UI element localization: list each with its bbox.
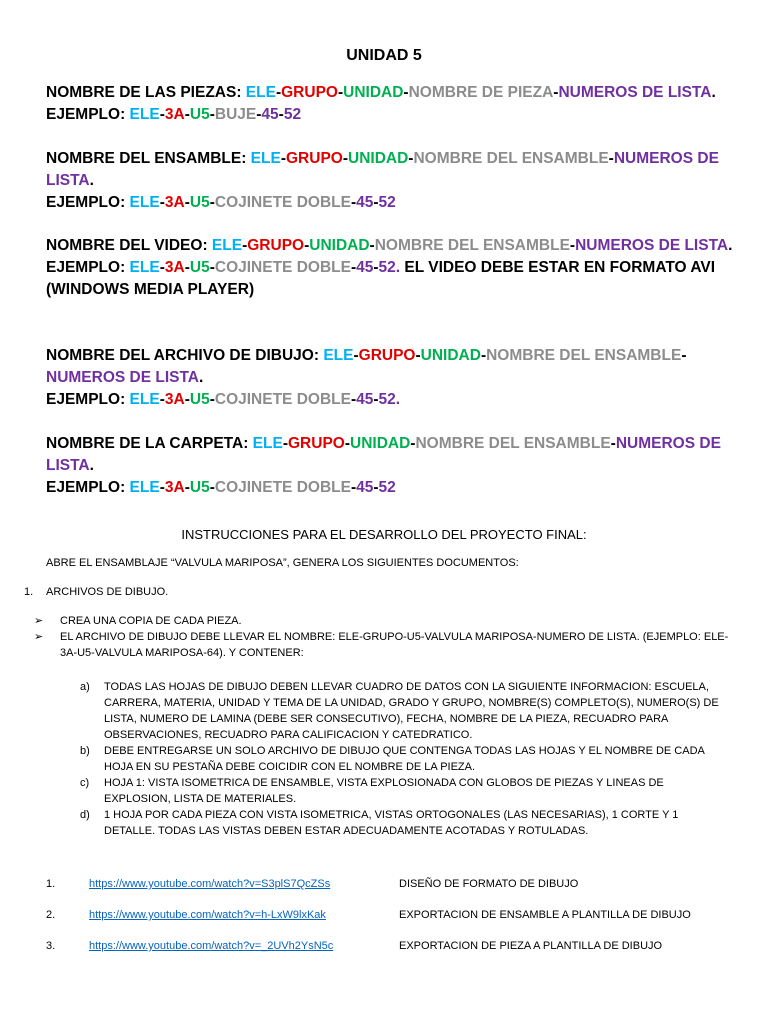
lista-token: 45 bbox=[356, 259, 374, 276]
grupo-token: GRUPO bbox=[288, 435, 345, 452]
nombre-token: NOMBRE DEL ENSAMBLE bbox=[486, 347, 682, 364]
naming-example: EJEMPLO: ELE-3A-U5-COJINETE DOBLE-45-52. EL VIDEO DEBE ESTAR EN FORMATO AVI (WINDOWS MEDIA PLAYER) bbox=[46, 259, 716, 298]
arrow-bullet-icon: ➢ bbox=[34, 615, 44, 627]
example-label: EJEMPLO: bbox=[46, 391, 130, 408]
video-links-list bbox=[46, 878, 746, 971]
link-description: EXPORTACION DE PIEZA A PLANTILLA DE DIBUJO bbox=[399, 940, 663, 952]
grupo-token: GRUPO bbox=[286, 150, 343, 167]
period: . bbox=[89, 457, 94, 474]
nombre-token: NOMBRE DEL ENSAMBLE bbox=[413, 150, 609, 167]
sub-text: TODAS LAS HOJAS DE DIBUJO DEBEN LLEVAR CUADRO DE DATOS CON LA SIGUIENTE INFORMACION: ESCUELA, CARRERA, MATERIA, UNIDAD Y TEMA DE LA UNIDAD, GRADO Y GRUPO, NOMBRE(S) COMPLETO(S), NUMERO(S) DE LISTA, NUMERO DE LAMINA (DEBE SER CONSECUTIVO), FECHA, NOMBRE DE LA PIEZA, RECUADRO PARA OBSERVACIONES, RECUADRO PARA CALIFICACION Y CATEDRATICO. bbox=[104, 681, 719, 741]
unidad-token: U5 bbox=[189, 259, 210, 276]
lista-token: 52. bbox=[378, 391, 401, 408]
nombre-token: COJINETE DOBLE bbox=[214, 479, 351, 496]
rule-label: NOMBRE DE LA CARPETA: bbox=[46, 435, 253, 452]
link-row bbox=[46, 909, 746, 940]
sub-letter: a) bbox=[80, 681, 90, 693]
naming-video bbox=[46, 235, 736, 301]
unidad-token: UNIDAD bbox=[420, 347, 481, 364]
sub-letter: b) bbox=[80, 745, 90, 757]
naming-rule: NOMBRE DEL ARCHIVO DE DIBUJO: ELE-GRUPO-UNIDAD-NOMBRE DEL ENSAMBLE-NUMEROS DE LISTA. bbox=[46, 347, 687, 386]
nombre-token: NOMBRE DE PIEZA bbox=[408, 84, 554, 101]
naming-example: EJEMPLO: ELE-3A-U5-BUJE-45-52 bbox=[46, 106, 302, 123]
naming-dibujo bbox=[46, 345, 736, 411]
naming-rule: NOMBRE DEL VIDEO: ELE-GRUPO-UNIDAD-NOMBRE DEL ENSAMBLE-NUMEROS DE LISTA. bbox=[46, 237, 733, 254]
rule-label: NOMBRE DE LAS PIEZAS: bbox=[46, 84, 246, 101]
grupo-token: 3A bbox=[164, 479, 185, 496]
sub-text: HOJA 1: VISTA ISOMETRICA DE ENSAMBLE, VISTA EXPLOSIONADA CON GLOBOS DE PIEZAS Y LINEAS DE EXPLOSION, LISTA DE MATERIALES. bbox=[104, 777, 664, 805]
instructions-intro: ABRE EL ENSAMBLAJE “VALVULA MARIPOSA”, GENERA LOS SIGUIENTES DOCUMENTOS: bbox=[46, 557, 519, 569]
grupo-token: GRUPO bbox=[281, 84, 338, 101]
ele-token: ELE bbox=[252, 435, 283, 452]
lista-token: 45 bbox=[356, 391, 374, 408]
lista-token: 52 bbox=[283, 106, 302, 123]
sub-letter: d) bbox=[80, 809, 90, 821]
sub-text: DEBE ENTREGARSE UN SOLO ARCHIVO DE DIBUJO QUE CONTENGA TODAS LAS HOJAS Y EL NOMBRE DE CADA HOJA EN SU PESTAÑA DEBE COICIDIR CON EL NOMBRE DE LA PIEZA. bbox=[104, 745, 705, 773]
naming-example: EJEMPLO: ELE-3A-U5-COJINETE DOBLE-45-52 bbox=[46, 194, 396, 211]
video-format-note: EL VIDEO DEBE ESTAR EN FORMATO AVI (WINDOWS MEDIA PLAYER) bbox=[46, 259, 716, 298]
ele-token: ELE bbox=[129, 106, 160, 123]
example-label: EJEMPLO: bbox=[46, 106, 130, 123]
item-text: ARCHIVOS DE DIBUJO. bbox=[46, 586, 169, 598]
ele-token: ELE bbox=[250, 150, 281, 167]
bullet-text: EL ARCHIVO DE DIBUJO DEBE LLEVAR EL NOMBRE: ELE-GRUPO-U5-VALVULA MARIPOSA-NUMERO DE LISTA. (EJEMPLO: ELE-3A-U5-VALVULA MARIPOSA-64). Y CONTENER: bbox=[60, 631, 729, 659]
lista-token: 52 bbox=[378, 479, 396, 496]
unidad-token: U5 bbox=[189, 194, 210, 211]
nombre-token: COJINETE DOBLE bbox=[214, 259, 351, 276]
bullet-item bbox=[34, 613, 734, 629]
sub-item bbox=[80, 775, 730, 807]
ele-token: ELE bbox=[245, 84, 276, 101]
page-title: UNIDAD 5 bbox=[346, 47, 422, 64]
example-label: EJEMPLO: bbox=[46, 479, 130, 496]
naming-example: EJEMPLO: ELE-3A-U5-COJINETE DOBLE-45-52 bbox=[46, 479, 396, 496]
lista-token: NUMEROS DE LISTA bbox=[558, 84, 712, 101]
nombre-token: NOMBRE DEL ENSAMBLE bbox=[374, 237, 570, 254]
sub-item bbox=[80, 743, 730, 775]
arrow-bullet-icon: ➢ bbox=[34, 631, 44, 643]
unidad-token: UNIDAD bbox=[348, 150, 409, 167]
ele-token: ELE bbox=[129, 194, 160, 211]
period: . bbox=[728, 237, 733, 254]
example-label: EJEMPLO: bbox=[46, 259, 130, 276]
period: . bbox=[89, 172, 94, 189]
lista-token: NUMEROS DE LISTA bbox=[46, 435, 721, 474]
sub-item bbox=[80, 679, 730, 743]
sub-letter: c) bbox=[80, 777, 90, 789]
nombre-token: BUJE bbox=[214, 106, 257, 123]
ele-token: ELE bbox=[129, 391, 160, 408]
grupo-token: 3A bbox=[164, 194, 185, 211]
link-number: 2. bbox=[46, 909, 56, 921]
youtube-link[interactable]: https://www.youtube.com/watch?v=h-LxW9lxKak bbox=[89, 909, 326, 921]
grupo-token: GRUPO bbox=[358, 347, 416, 364]
naming-piezas bbox=[46, 82, 736, 126]
unidad-token: UNIDAD bbox=[309, 237, 370, 254]
naming-example: EJEMPLO: ELE-3A-U5-COJINETE DOBLE-45-52. bbox=[46, 391, 401, 408]
lista-token: 52 bbox=[378, 194, 396, 211]
naming-carpeta bbox=[46, 433, 736, 499]
rule-label: NOMBRE DEL ARCHIVO DE DIBUJO: bbox=[46, 347, 324, 364]
period: . bbox=[199, 369, 204, 386]
youtube-link[interactable]: https://www.youtube.com/watch?v=_2UVh2YsN5c bbox=[89, 940, 334, 952]
lista-token: 52. bbox=[378, 259, 401, 276]
naming-rule: NOMBRE DE LA CARPETA: ELE-GRUPO-UNIDAD-NOMBRE DEL ENSAMBLE-NUMEROS DE LISTA. bbox=[46, 435, 721, 474]
naming-ensamble bbox=[46, 148, 736, 214]
nombre-token: COJINETE DOBLE bbox=[214, 391, 351, 408]
unidad-token: UNIDAD bbox=[343, 84, 404, 101]
period: . bbox=[711, 84, 716, 101]
lista-token: NUMEROS DE LISTA bbox=[575, 237, 729, 254]
ele-token: ELE bbox=[211, 237, 243, 254]
example-label: EJEMPLO: bbox=[46, 194, 130, 211]
sub-item bbox=[80, 807, 730, 839]
grupo-token: 3A bbox=[164, 106, 185, 123]
bullet-list bbox=[34, 613, 734, 661]
link-row bbox=[46, 940, 746, 971]
rule-label: NOMBRE DEL ENSAMBLE: bbox=[46, 150, 251, 167]
ele-token: ELE bbox=[129, 259, 160, 276]
naming-rule: NOMBRE DE LAS PIEZAS: ELE-GRUPO-UNIDAD-NOMBRE DE PIEZA-NUMEROS DE LISTA. bbox=[46, 84, 716, 101]
naming-rule: NOMBRE DEL ENSAMBLE: ELE-GRUPO-UNIDAD-NOMBRE DEL ENSAMBLE-NUMEROS DE LISTA. bbox=[46, 150, 719, 189]
lista-token: NUMEROS DE LISTA bbox=[46, 369, 199, 386]
unidad-token: U5 bbox=[189, 106, 210, 123]
nombre-token: COJINETE DOBLE bbox=[214, 194, 351, 211]
ele-token: ELE bbox=[323, 347, 354, 364]
sub-text: 1 HOJA POR CADA PIEZA CON VISTA ISOMETRICA, VISTAS ORTOGONALES (LAS NECESARIAS), 1 CORTE Y 1 DETALLE. TODAS LAS VISTAS DEBEN ESTAR ADECUADAMENTE ACOTADAS Y ROTULADAS. bbox=[104, 809, 679, 837]
ele-token: ELE bbox=[129, 479, 160, 496]
link-number: 3. bbox=[46, 940, 56, 952]
grupo-token: 3A bbox=[164, 259, 185, 276]
nombre-token: NOMBRE DEL ENSAMBLE bbox=[415, 435, 611, 452]
link-description: EXPORTACION DE ENSAMBLE A PLANTILLA DE DIBUJO bbox=[399, 909, 691, 921]
link-number: 1. bbox=[46, 878, 56, 890]
grupo-token: GRUPO bbox=[247, 237, 305, 254]
unidad-token: U5 bbox=[189, 479, 210, 496]
unidad-token: UNIDAD bbox=[350, 435, 411, 452]
item-number: 1. bbox=[24, 586, 34, 598]
grupo-token: 3A bbox=[164, 391, 185, 408]
lista-token: 45 bbox=[356, 194, 374, 211]
link-row bbox=[46, 878, 746, 909]
lista-token: 45 bbox=[261, 106, 279, 123]
link-description: DISEÑO DE FORMATO DE DIBUJO bbox=[399, 878, 579, 890]
sub-list bbox=[80, 679, 730, 839]
rule-label: NOMBRE DEL VIDEO: bbox=[46, 237, 212, 254]
instructions-title: INSTRUCCIONES PARA EL DESARROLLO DEL PROYECTO FINAL: bbox=[181, 527, 587, 542]
lista-token: NUMEROS DE LISTA bbox=[46, 150, 719, 189]
unidad-token: U5 bbox=[189, 391, 210, 408]
lista-token: 45 bbox=[356, 479, 374, 496]
bullet-item bbox=[34, 629, 734, 661]
bullet-text: CREA UNA COPIA DE CADA PIEZA. bbox=[60, 615, 242, 627]
youtube-link[interactable]: https://www.youtube.com/watch?v=S3plS7QcZSs bbox=[89, 878, 331, 890]
list-item bbox=[24, 584, 168, 600]
